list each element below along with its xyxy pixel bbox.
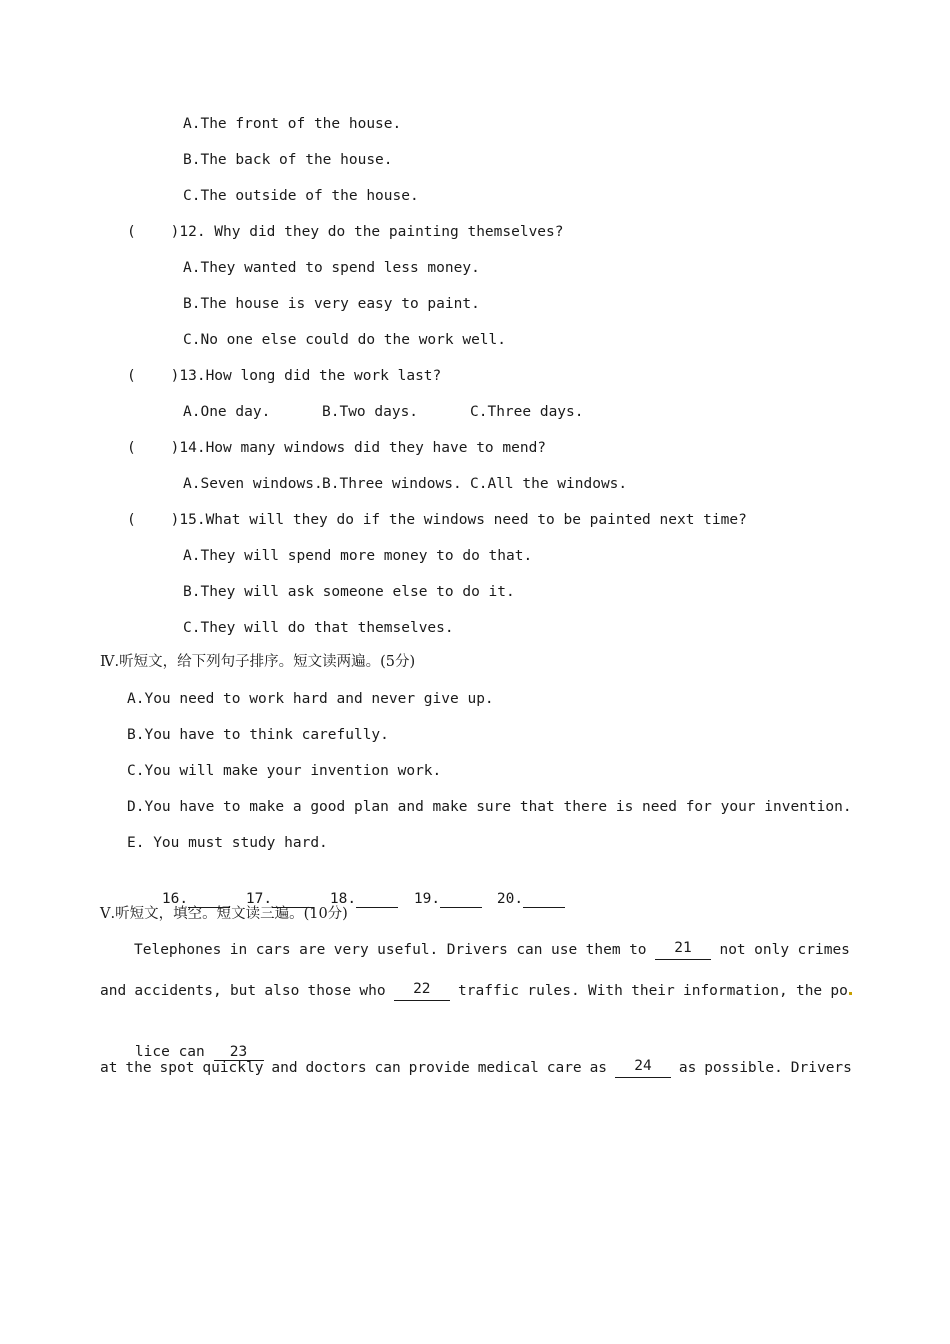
q14-stem: ( )14.How many windows did they have to mend?: [127, 440, 547, 456]
word: quickly: [202, 1060, 264, 1076]
word: the: [125, 1060, 152, 1076]
word: With: [587, 983, 623, 999]
word: po: [830, 983, 848, 999]
word: accidents,: [134, 983, 222, 999]
word: traffic: [458, 983, 520, 999]
section-4-item-d: D.You have to make a good plan and make sure that there is need for your invention.: [127, 799, 852, 815]
word: can: [516, 942, 543, 958]
word: doctors: [305, 1060, 367, 1076]
q12-stem: ( )12. Why did they do the painting themselves?: [127, 224, 564, 240]
blank-24[interactable]: 24: [615, 1058, 671, 1078]
answer-20-blank[interactable]: [523, 891, 565, 908]
blank-22[interactable]: 22: [394, 981, 450, 1001]
word: crimes: [797, 942, 850, 958]
word: them: [585, 942, 621, 958]
passage-line-4: [100, 1058, 852, 1078]
q14-option-b: B.Three windows.: [322, 476, 462, 492]
section-4-item-a: A.You need to work hard and never give up.: [127, 691, 494, 707]
q11-option-a: A.The front of the house.: [183, 116, 402, 132]
word: their: [631, 983, 675, 999]
answer-18-label: 18.: [329, 891, 357, 907]
answer-19-label: 19.: [413, 891, 441, 907]
q15-stem: ( )15.What will they do if the windows need to be painted next time?: [127, 512, 747, 528]
word: are: [299, 942, 326, 958]
word: at: [100, 1060, 118, 1076]
word: lice can: [134, 1044, 205, 1060]
q12-option-b: B.The house is very easy to paint.: [183, 296, 480, 312]
word: as: [678, 1060, 697, 1076]
word: in: [229, 942, 248, 958]
word: can: [374, 1060, 401, 1076]
passage-line-1: [134, 940, 850, 960]
q14-option-c: C.All the windows.: [470, 476, 628, 492]
word: care: [546, 1060, 582, 1076]
word: the: [795, 983, 823, 999]
q13-option-c: C.Three days.: [470, 404, 584, 420]
word: and: [271, 1060, 298, 1076]
word: cars: [255, 942, 291, 958]
word: use: [551, 942, 578, 958]
q13-stem: ( )13.How long did the work last?: [127, 368, 442, 384]
word: medical: [477, 1060, 539, 1076]
q13-option-a: A.One day.: [183, 404, 271, 420]
word: spot: [159, 1060, 195, 1076]
word: but: [229, 983, 257, 999]
word: possible.: [704, 1060, 783, 1076]
word: not: [719, 942, 746, 958]
word: Drivers: [446, 942, 508, 958]
word: Telephones: [134, 942, 222, 958]
stray-dot: [849, 992, 852, 995]
q12-option-c: C.No one else could do the work well.: [183, 332, 507, 348]
word: only: [754, 942, 790, 958]
q13-option-b: B.Two days.: [322, 404, 419, 420]
word: information,: [682, 983, 788, 999]
answer-20-label: 20.: [496, 891, 524, 907]
word: rules.: [527, 983, 580, 999]
section-4-heading: Ⅳ.听短文，给下列句子排序。短文读两遍。(5分): [100, 654, 416, 670]
word: also: [264, 983, 300, 999]
passage-line-2: [100, 981, 852, 1001]
blank-23[interactable]: 23: [214, 1044, 264, 1061]
q11-option-c: C.The outside of the house.: [183, 188, 419, 204]
q15-option-a: A.They will spend more money to do that.: [183, 548, 533, 564]
section-5-heading: Ⅴ.听短文，填空。短文读三遍。(10分): [100, 906, 348, 922]
answer-20: [462, 869, 565, 929]
answer-17-label: 17.: [245, 891, 273, 907]
q12-option-a: A.They wanted to spend less money.: [183, 260, 480, 276]
blank-21[interactable]: 21: [655, 940, 711, 960]
word: as: [589, 1060, 608, 1076]
word: to: [629, 942, 647, 958]
q15-option-b: B.They will ask someone else to do it.: [183, 584, 515, 600]
section-4-item-c: C.You will make your invention work.: [127, 763, 442, 779]
section-4-item-b: B.You have to think carefully.: [127, 727, 389, 743]
word: who: [359, 983, 386, 999]
word: useful.: [377, 942, 439, 958]
word: very: [333, 942, 369, 958]
word-with-mark: [830, 981, 851, 1001]
q14-option-a: A.Seven windows.: [183, 476, 323, 492]
word: Drivers: [790, 1060, 852, 1076]
q11-option-b: B.The back of the house.: [183, 152, 393, 168]
word: and: [100, 983, 127, 999]
word: those: [307, 983, 352, 999]
q15-option-c: C.They will do that themselves.: [183, 620, 454, 636]
answer-16-label: 16.: [161, 891, 189, 907]
section-4-item-e: E. You must study hard.: [127, 835, 328, 851]
word: provide: [408, 1060, 470, 1076]
